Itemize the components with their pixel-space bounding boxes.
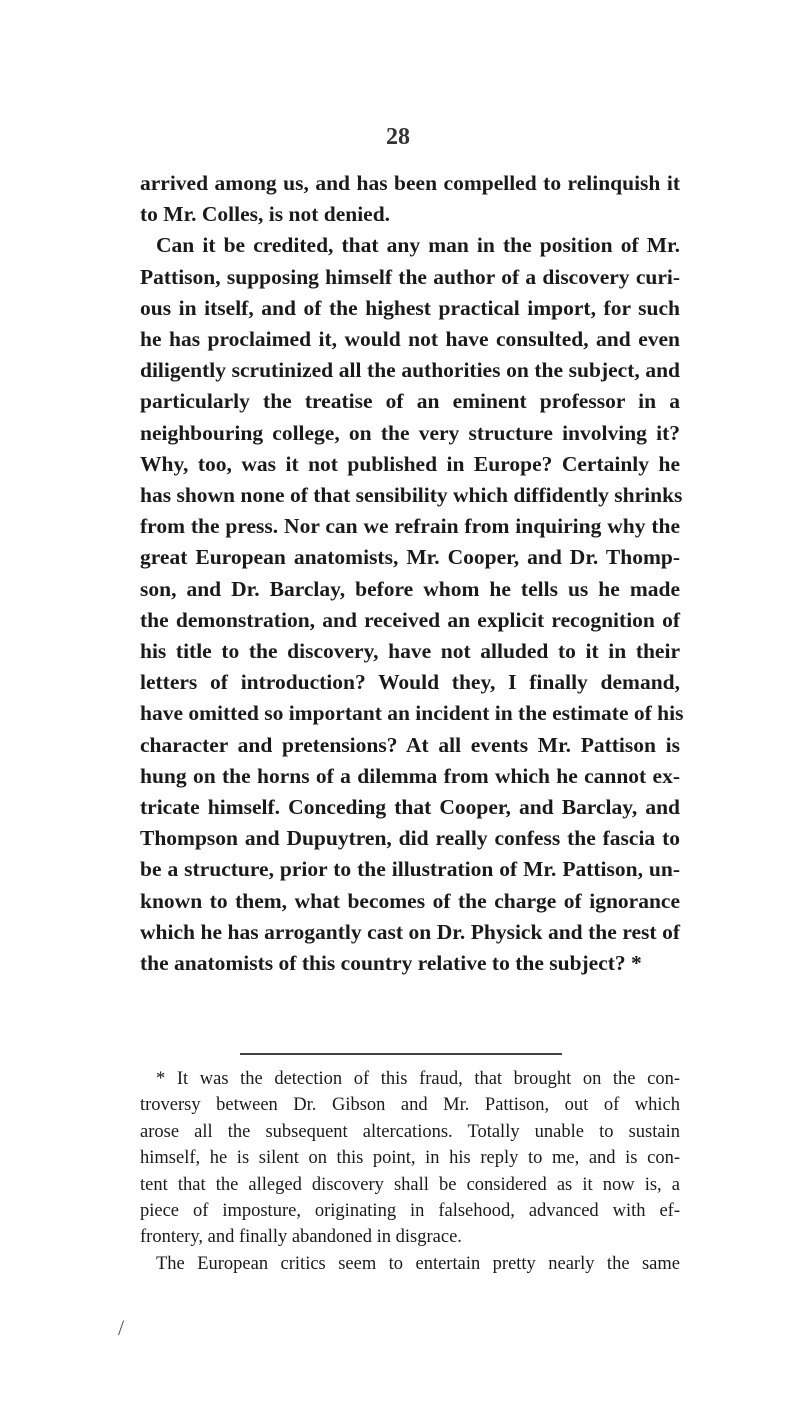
text-line: the anatomists of this country relative to the subject? * — [140, 951, 642, 976]
text-line: diligently scrutinized all the authorities on the subject, and — [140, 358, 680, 383]
footnote-line: * It was the detection of this fraud, that brought on the con- — [156, 1069, 680, 1089]
text-line: letters of introduction? Would they, I finally demand, — [140, 670, 680, 695]
text-line: ous in itself, and of the highest practical import, for such — [140, 295, 680, 320]
footnote-line: tent that the alleged discovery shall be considered as it now is, a — [140, 1174, 680, 1195]
text-line: hung on the horns of a dilemma from which he cannot ex- — [140, 763, 680, 788]
text-line: great European anatomists, Mr. Cooper, and Dr. Thomp- — [140, 545, 680, 570]
page-number: 28 — [386, 124, 410, 150]
footnote — [140, 1066, 680, 1277]
text-line: which he has arrogantly cast on Dr. Physick and the rest of — [140, 919, 680, 944]
text-line: the demonstration, and received an explicit recognition of — [140, 607, 680, 632]
text-line: Can it be credited, that any man in the position of Mr. — [156, 233, 680, 258]
text-line: his title to the discovery, have not alluded to it in their — [140, 639, 680, 664]
text-line: known to them, what becomes of the charge of ignorance — [140, 888, 680, 913]
text-line: has shown none of that sensibility which diffidently shrinks — [140, 483, 683, 508]
text-line: Thompson and Dupuytren, did really confess the fascia to — [140, 826, 680, 851]
footnote-divider — [240, 1053, 562, 1055]
text-line: particularly the treatise of an eminent professor in a — [140, 389, 680, 414]
text-line: Why, too, was it not published in Europe? Certainly he — [140, 451, 680, 476]
text-line: neighbouring college, on the very structure involving it? — [140, 420, 680, 445]
text-line: be a structure, prior to the illustration of Mr. Pattison, un- — [140, 857, 680, 882]
text-line: tricate himself. Conceding that Cooper, and Barclay, and — [140, 795, 680, 820]
text-line: arrived among us, and has been compelled to relinquish it — [140, 171, 680, 195]
text-line: character and pretensions? At all events Mr. Pattison is — [140, 732, 680, 757]
text-line: Pattison, supposing himself the author of a discovery curi- — [140, 264, 680, 289]
text-line: from the press. Nor can we refrain from inquiring why the — [140, 514, 680, 539]
footnote-line: himself, he is silent on this point, in his reply to me, and is con- — [140, 1148, 680, 1169]
text-line: son, and Dr. Barclay, before whom he tells us he made — [140, 576, 680, 601]
footnote-line: arose all the subsequent altercations. Totally unable to sustain — [140, 1121, 680, 1142]
footnote-line: troversy between Dr. Gibson and Mr. Pattison, out of which — [140, 1095, 680, 1116]
footnote-line: frontery, and finally abandoned in disgrace. — [140, 1227, 462, 1248]
footnote-line: piece of imposture, originating in falsehood, advanced with ef- — [140, 1201, 680, 1222]
margin-mark-icon: / — [118, 1315, 125, 1340]
text-line: he has proclaimed it, would not have consulted, and even — [140, 327, 680, 352]
text-line: have omitted so important an incident in the estimate of his — [140, 701, 684, 726]
footnote-line: The European critics seem to entertain pretty nearly the same — [156, 1253, 680, 1274]
body-text — [140, 168, 684, 979]
text-line: to Mr. Colles, is not denied. — [140, 202, 391, 227]
